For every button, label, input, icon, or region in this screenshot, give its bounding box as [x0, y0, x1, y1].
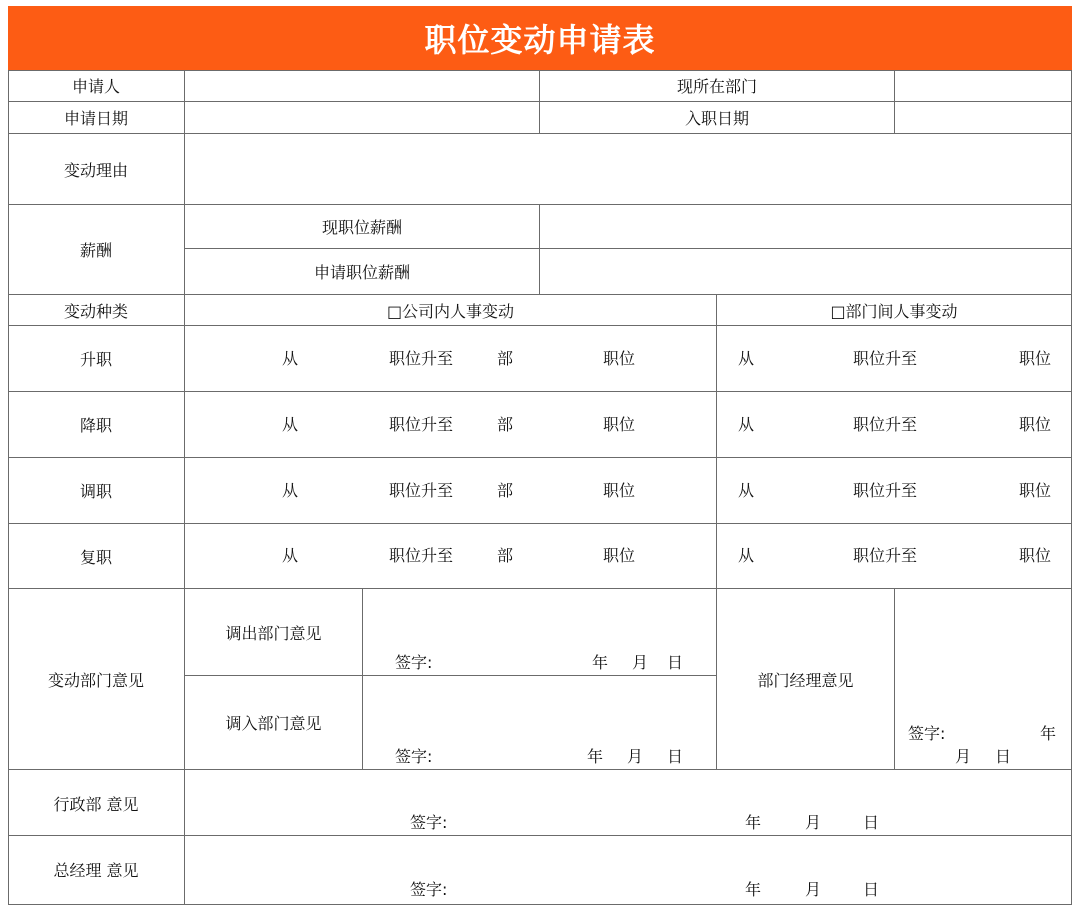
day-label: 日 [863, 813, 880, 832]
promote-to-text: 职位升至 [389, 415, 454, 434]
month-label: 月 [805, 813, 822, 832]
requested-salary-field[interactable] [540, 249, 1072, 295]
from-text: 从 [282, 546, 299, 565]
salary-label: 薪酬 [8, 205, 185, 295]
signature-label: 签字: [395, 653, 433, 672]
year-label: 年 [1040, 724, 1057, 743]
dept-text: 部 [497, 546, 514, 565]
month-label: 月 [955, 747, 972, 766]
promote-to-text: 职位升至 [389, 546, 454, 565]
signature-label: 签字: [410, 813, 448, 832]
promote-to-text: 职位升至 [389, 349, 454, 368]
dept-text: 部 [497, 349, 514, 368]
promote-to-text: 职位升至 [853, 546, 918, 565]
change-row-label: 升职 [8, 326, 185, 392]
internal-change-checkbox[interactable]: □公司内人事变动 [185, 295, 717, 326]
manager-opinion-label: 部门经理意见 [717, 589, 895, 770]
change-row-label: 复职 [8, 524, 185, 589]
position-text: 职位 [1019, 481, 1052, 500]
signature-label: 签字: [410, 880, 448, 899]
in-dept-opinion-label: 调入部门意见 [185, 676, 363, 770]
dept-text: 部 [497, 415, 514, 434]
admin-opinion-label: 行政部 意见 [8, 770, 185, 836]
change-row-label: 降职 [8, 392, 185, 458]
year-label: 年 [745, 880, 762, 899]
application-form [8, 70, 1072, 905]
month-label: 月 [627, 747, 644, 766]
from-text: 从 [738, 349, 755, 368]
signature-label: 签字: [908, 724, 946, 743]
applicant-field[interactable] [185, 70, 540, 102]
hire-date-field[interactable] [895, 102, 1072, 134]
month-label: 月 [632, 653, 649, 672]
current-dept-label: 现所在部门 [540, 70, 895, 102]
inter-dept-change-checkbox[interactable]: □部门间人事变动 [717, 295, 1072, 326]
change-dept-opinion-label: 变动部门意见 [8, 589, 185, 770]
position-text: 职位 [603, 481, 636, 500]
current-salary-field[interactable] [540, 205, 1072, 249]
promote-to-text: 职位升至 [853, 349, 918, 368]
from-text: 从 [738, 415, 755, 434]
position-text: 职位 [1019, 415, 1052, 434]
day-label: 日 [995, 747, 1012, 766]
day-label: 日 [667, 653, 684, 672]
apply-date-label: 申请日期 [8, 102, 185, 134]
from-text: 从 [282, 349, 299, 368]
dept-text: 部 [497, 481, 514, 500]
gm-opinion-field[interactable] [185, 836, 1072, 905]
position-text: 职位 [603, 349, 636, 368]
from-text: 从 [282, 415, 299, 434]
promote-to-text: 职位升至 [853, 481, 918, 500]
signature-label: 签字: [395, 747, 433, 766]
year-label: 年 [587, 747, 604, 766]
promote-to-text: 职位升至 [853, 415, 918, 434]
gm-opinion-label: 总经理 意见 [8, 836, 185, 905]
change-row-label: 调职 [8, 458, 185, 524]
month-label: 月 [805, 880, 822, 899]
position-text: 职位 [1019, 349, 1052, 368]
apply-date-field[interactable] [185, 102, 540, 134]
from-text: 从 [738, 546, 755, 565]
reason-label: 变动理由 [8, 134, 185, 205]
admin-opinion-field[interactable] [185, 770, 1072, 836]
position-text: 职位 [603, 415, 636, 434]
current-dept-field[interactable] [895, 70, 1072, 102]
applicant-label: 申请人 [8, 70, 185, 102]
day-label: 日 [667, 747, 684, 766]
from-text: 从 [738, 481, 755, 500]
page-title: 职位变动申请表 [8, 6, 1072, 70]
year-label: 年 [592, 653, 609, 672]
position-text: 职位 [1019, 546, 1052, 565]
day-label: 日 [863, 880, 880, 899]
requested-salary-label: 申请职位薪酬 [185, 249, 540, 295]
hire-date-label: 入职日期 [540, 102, 895, 134]
from-text: 从 [282, 481, 299, 500]
change-type-label: 变动种类 [8, 295, 185, 326]
out-dept-opinion-label: 调出部门意见 [185, 589, 363, 676]
position-text: 职位 [603, 546, 636, 565]
reason-field[interactable] [185, 134, 1072, 205]
current-salary-label: 现职位薪酬 [185, 205, 540, 249]
promote-to-text: 职位升至 [389, 481, 454, 500]
year-label: 年 [745, 813, 762, 832]
